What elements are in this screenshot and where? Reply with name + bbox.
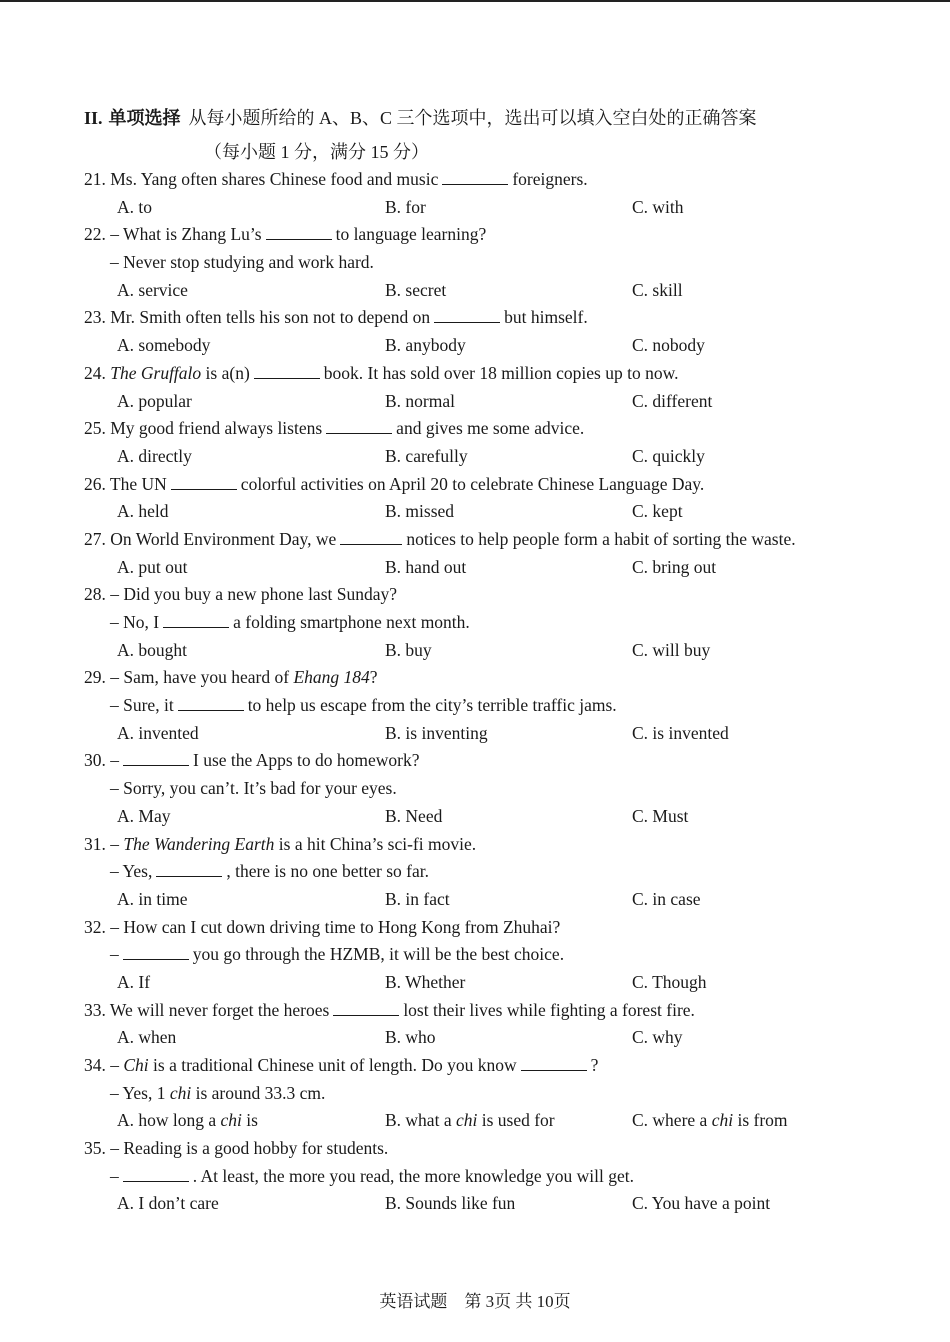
unit-term: chi bbox=[455, 1110, 478, 1131]
unit-term: chi bbox=[711, 1110, 734, 1131]
option-c: C. with bbox=[632, 196, 684, 217]
aircraft-name: Ehang 184 bbox=[293, 667, 370, 688]
question-35: 35. – Reading is a good hobby for students. bbox=[84, 1138, 389, 1159]
option-b: B. carefully bbox=[385, 445, 468, 466]
dialogue-line: – Never stop studying and work hard. bbox=[110, 252, 374, 273]
option-b: B. secret bbox=[385, 279, 447, 300]
options-29 bbox=[84, 720, 944, 748]
question-30: 30. – I use the Apps to do homework? bbox=[84, 750, 420, 771]
option-a: A. held bbox=[117, 501, 169, 522]
question-24: 24. The Gruffalo is a(n) book. It has sold over 18 million copies up to now. bbox=[84, 362, 679, 383]
option-c: C. Though bbox=[632, 971, 707, 992]
option-a: A. service bbox=[117, 279, 188, 300]
question-23: 23. Mr. Smith often tells his son not to depend on but himself. bbox=[84, 307, 588, 328]
option-a: A. popular bbox=[117, 390, 192, 411]
option-b: B. in fact bbox=[385, 888, 450, 909]
options-21 bbox=[84, 194, 944, 222]
option-c: C. why bbox=[632, 1027, 683, 1048]
option-b: B. for bbox=[385, 196, 426, 217]
option-a: A. If bbox=[117, 971, 151, 992]
answer-blank bbox=[434, 306, 500, 323]
option-b: B. anybody bbox=[385, 335, 466, 356]
option-a: A. bought bbox=[117, 639, 187, 660]
dialogue-line: – No, I a folding smartphone next month. bbox=[110, 612, 470, 632]
option-a: A. how long a chi is bbox=[117, 1110, 258, 1131]
question-34: 34. – Chi is a traditional Chinese unit of length. Do you know ? bbox=[84, 1055, 599, 1075]
book-title: The Gruffalo bbox=[110, 362, 202, 383]
question-28: 28. – Did you buy a new phone last Sunday? bbox=[84, 584, 398, 605]
answer-blank bbox=[521, 1054, 587, 1071]
section-title: 单项选择 bbox=[108, 108, 181, 128]
section-heading bbox=[84, 104, 757, 132]
answer-blank bbox=[163, 611, 229, 628]
options-30 bbox=[84, 803, 944, 831]
option-c: C. where a chi is from bbox=[632, 1110, 788, 1131]
options-32 bbox=[84, 969, 944, 997]
section-number: II. bbox=[84, 108, 103, 128]
answer-blank bbox=[178, 694, 244, 711]
option-c: C. nobody bbox=[632, 335, 705, 356]
option-b: B. missed bbox=[385, 501, 455, 522]
question-25: 25. My good friend always listens and gives me some advice. bbox=[84, 418, 585, 439]
option-c: C. You have a point bbox=[632, 1193, 771, 1214]
option-c: C. quickly bbox=[632, 445, 705, 466]
option-c: C. in case bbox=[632, 888, 701, 909]
answer-blank bbox=[333, 999, 399, 1016]
option-c: C. different bbox=[632, 390, 713, 411]
option-b: B. who bbox=[385, 1027, 436, 1048]
answer-blank bbox=[442, 168, 508, 185]
section-instruction: 从每小题所给的 A、B、C 三个选项中，选出可以填入空白处的正确答案 bbox=[188, 108, 757, 128]
option-b: B. is inventing bbox=[385, 722, 488, 743]
option-a: A. directly bbox=[117, 445, 192, 466]
options-33 bbox=[84, 1024, 944, 1052]
options-26 bbox=[84, 498, 944, 526]
dialogue-line: – Yes, , there is no one better so far. bbox=[110, 861, 429, 882]
top-border bbox=[0, 0, 950, 2]
option-c: C. skill bbox=[632, 279, 683, 300]
options-23 bbox=[84, 332, 944, 360]
question-21: 21. Ms. Yang often shares Chinese food and music foreigners. bbox=[84, 169, 588, 189]
answer-blank bbox=[326, 417, 392, 434]
question-26: 26. The UN colorful activities on April 20 to celebrate Chinese Language Day. bbox=[84, 473, 705, 494]
option-b: B. Sounds like fun bbox=[385, 1193, 516, 1214]
option-a: A. I don’t care bbox=[117, 1193, 219, 1214]
option-c: C. is invented bbox=[632, 722, 729, 743]
dialogue-line: – . At least, the more you read, the more knowledge you will get. bbox=[110, 1165, 635, 1186]
answer-blank bbox=[123, 1165, 189, 1182]
question-32: 32. – How can I cut down driving time to Hong Kong from Zhuhai? bbox=[84, 916, 561, 937]
answer-blank bbox=[340, 528, 402, 545]
options-24 bbox=[84, 388, 944, 416]
option-a: A. somebody bbox=[117, 335, 211, 356]
options-31 bbox=[84, 886, 944, 914]
unit-term: chi bbox=[169, 1082, 192, 1103]
question-33: 33. We will never forget the heroes lost their lives while fighting a forest fire. bbox=[84, 999, 695, 1020]
unit-term: Chi bbox=[123, 1055, 149, 1075]
option-c: C. kept bbox=[632, 501, 683, 522]
dialogue-line: – Sure, it to help us escape from the city’s terrible traffic jams. bbox=[110, 695, 617, 716]
option-a: A. in time bbox=[117, 888, 188, 909]
dialogue-line: – Sorry, you can’t. It’s bad for your eyes. bbox=[110, 778, 397, 799]
movie-title: The Wandering Earth bbox=[123, 833, 275, 854]
options-22 bbox=[84, 277, 944, 305]
options-25 bbox=[84, 443, 944, 471]
question-list bbox=[84, 166, 944, 1218]
page-footer: 英语试题 第 3页 共 10页 bbox=[379, 1292, 571, 1311]
section-scoring: （每小题 1 分，满分 15 分） bbox=[204, 142, 429, 162]
option-b: B. buy bbox=[385, 639, 432, 660]
option-c: C. bring out bbox=[632, 556, 717, 577]
unit-term: chi bbox=[220, 1110, 242, 1131]
question-29: 29. – Sam, have you heard of Ehang 184? bbox=[84, 667, 378, 688]
question-27: 27. On World Environment Day, we notices to help people form a habit of sorting the waste. bbox=[84, 528, 796, 549]
option-a: A. invented bbox=[117, 722, 199, 743]
answer-blank bbox=[123, 749, 189, 766]
options-27 bbox=[84, 554, 944, 582]
option-b: B. Whether bbox=[385, 971, 466, 992]
question-22: 22. – What is Zhang Lu’s to language learning? bbox=[84, 224, 487, 245]
option-b: B. what a chi is used for bbox=[385, 1110, 555, 1131]
option-c: C. Must bbox=[632, 805, 689, 826]
option-c: C. will buy bbox=[632, 639, 711, 660]
option-a: A. May bbox=[117, 805, 171, 826]
option-a: A. to bbox=[117, 196, 152, 217]
answer-blank bbox=[123, 943, 189, 960]
option-b: B. hand out bbox=[385, 556, 467, 577]
options-34 bbox=[84, 1107, 944, 1135]
option-b: B. normal bbox=[385, 390, 455, 411]
answer-blank bbox=[156, 860, 222, 877]
options-28 bbox=[84, 637, 944, 665]
option-a: A. when bbox=[117, 1027, 177, 1048]
option-a: A. put out bbox=[117, 556, 188, 577]
question-31: 31. – The Wandering Earth is a hit China’s sci-fi movie. bbox=[84, 833, 477, 854]
answer-blank bbox=[171, 473, 237, 490]
dialogue-line: – you go through the HZMB, it will be the best choice. bbox=[110, 944, 565, 965]
dialogue-line: – Yes, 1 chi is around 33.3 cm. bbox=[110, 1082, 326, 1103]
answer-blank bbox=[266, 223, 332, 240]
answer-blank bbox=[254, 362, 320, 379]
options-35 bbox=[84, 1190, 944, 1218]
option-b: B. Need bbox=[385, 805, 443, 826]
